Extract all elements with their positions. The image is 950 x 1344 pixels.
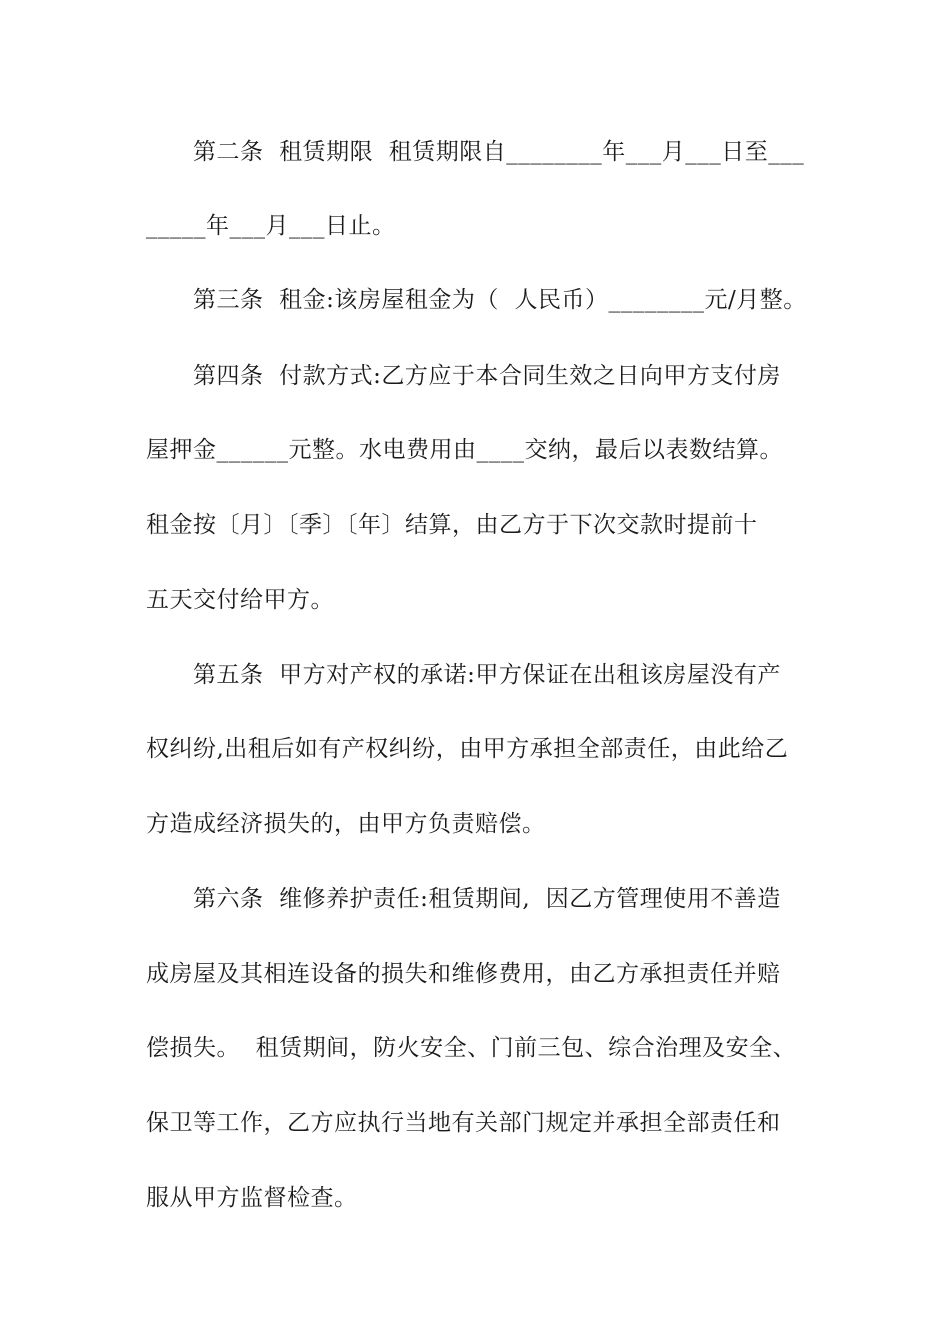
article-6-line-5: 服从甲方监督检查。 — [146, 1185, 358, 1211]
article-5-line-1: 第五条 甲方对产权的承诺:甲方保证在出租该房屋没有产 — [193, 662, 781, 688]
article-6-line-1: 第六条 维修养护责任:租赁期间, 因乙方管理使用不善造 — [193, 886, 781, 912]
article-5-line-3: 方造成经济损失的，由甲方负责赔偿。 — [146, 811, 546, 837]
article-4-line-2: 屋押金______元整。水电费用由____交纳，最后以表数结算。 — [146, 437, 783, 463]
article-5-line-2: 权纠纷,出租后如有产权纠纷，由甲方承担全部责任，由此给乙 — [146, 736, 789, 762]
article-3-line-1: 第三条 租金:该房屋租金为（ 人民币）________元/月整。 — [193, 287, 807, 313]
article-2-line-1: 第二条 租赁期限 租赁期限自________年___月___日至___ — [193, 139, 805, 165]
article-4-line-3: 租金按〔月〕〔季〕〔年〕结算，由乙方于下次交款时提前十 — [146, 512, 758, 538]
article-2-line-2: _____年___月___日止。 — [146, 213, 396, 239]
article-4-line-1: 第四条 付款方式:乙方应于本合同生效之日向甲方支付房 — [193, 363, 781, 389]
article-6-line-4: 保卫等工作，乙方应执行当地有关部门规定并承担全部责任和 — [146, 1110, 781, 1136]
article-6-line-2: 成房屋及其相连设备的损失和维修费用，由乙方承担责任并赔 — [146, 961, 781, 987]
article-6-line-3: 偿损失。 租赁期间，防火安全、门前三包、综合治理及安全、 — [146, 1035, 797, 1061]
article-4-line-4: 五天交付给甲方。 — [146, 587, 334, 613]
